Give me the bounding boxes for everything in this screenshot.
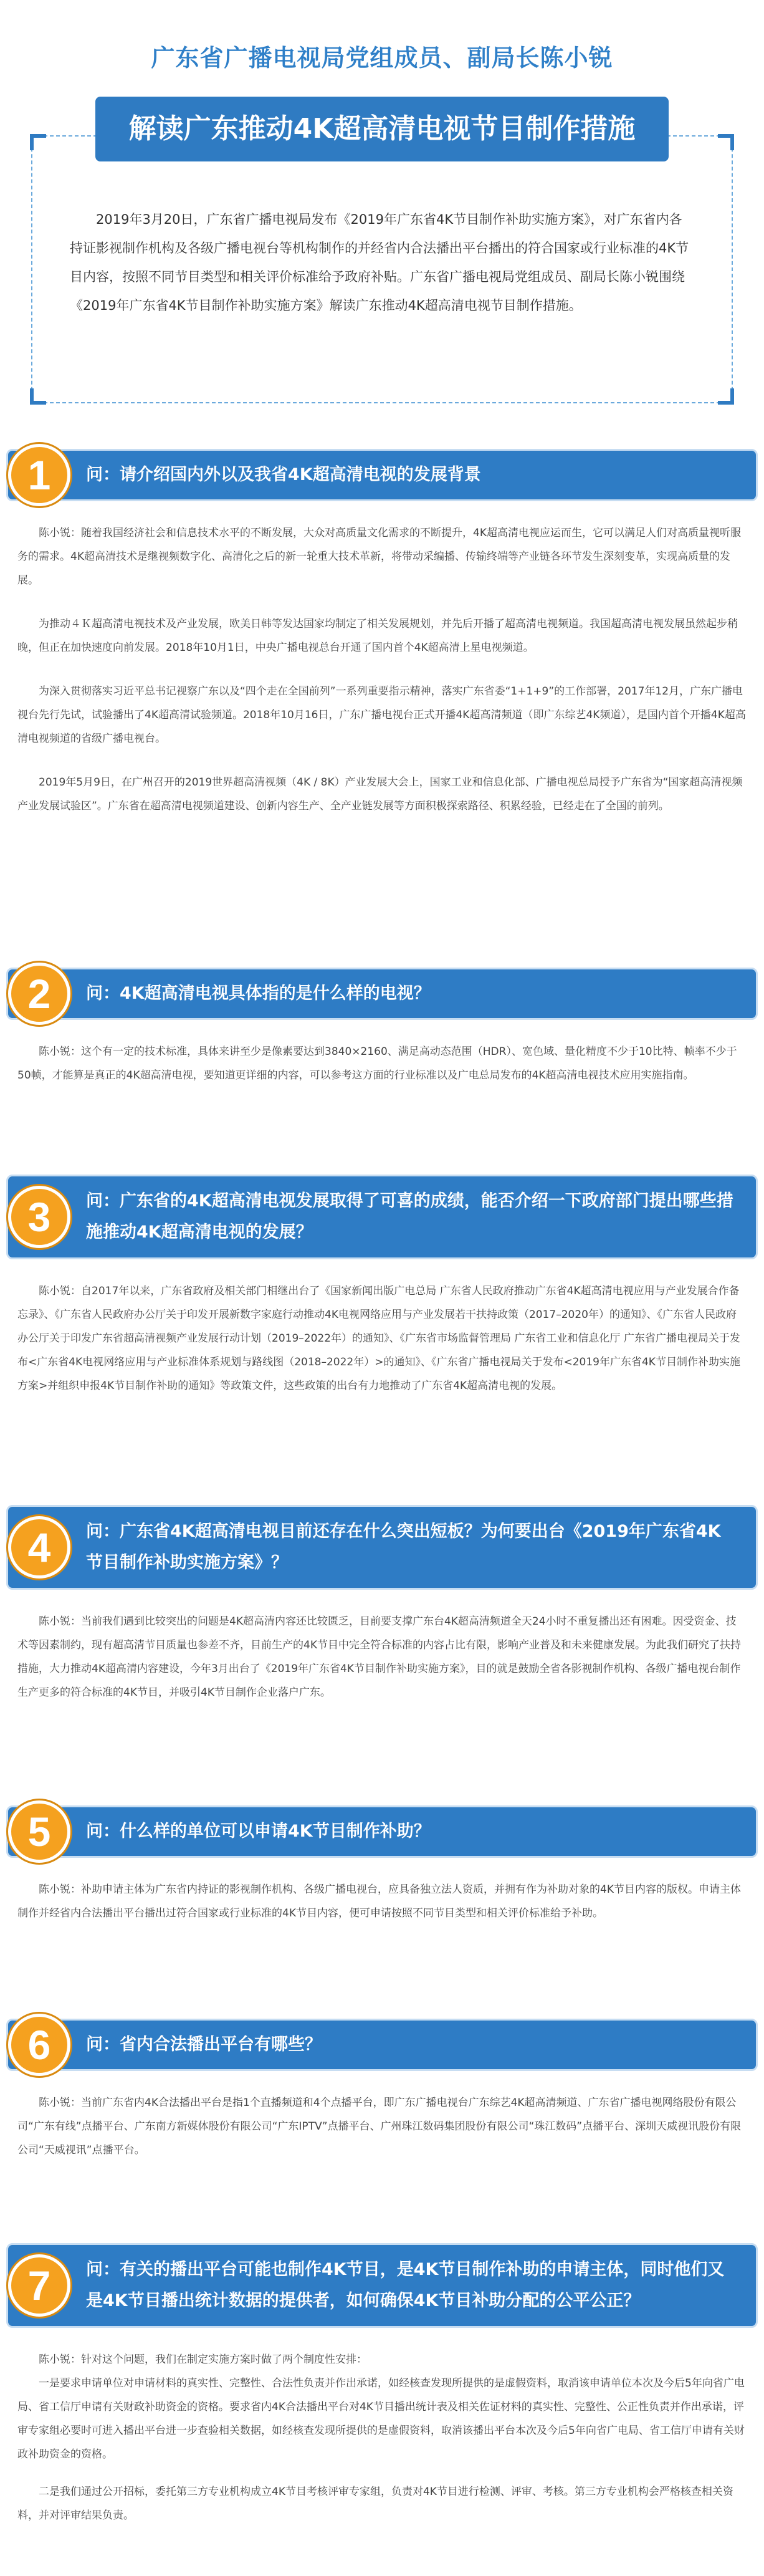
qa-section-1 bbox=[0, 449, 764, 818]
question-bar bbox=[6, 2243, 758, 2328]
answer-paragraph: 一是要求申请单位对申请材料的真实性、完整性、合法性负责并作出承诺，如经核查发现所提供的是虚假资料，取消该申请单位本次及今后5年向省广电局、省工信厅申请有关财政补助资金的资格。要求省内4K合法播出平台对4K节目播出统计表及相关佐证材料的真实性、完整性、公正性负责并作出承诺，评审专家组必要时可进入播出平台进一步查验相关数据，如经核查发现所提供的是虚假资料，取消该播出平台本次及今后5年向省广电局、省工信厅申请有关财政补助资金的资格。 bbox=[17, 2377, 745, 2461]
header bbox=[0, 0, 764, 161]
qa-section-4 bbox=[0, 1505, 764, 1704]
question-bar bbox=[6, 1505, 758, 1590]
question-text: 问：广东省4K超高清电视目前还存在什么突出短板？为何要出台《2019年广东省4K节目制作补助实施方案》？ bbox=[86, 1522, 721, 1572]
question-number-badge: 7 bbox=[8, 2254, 70, 2317]
question-bar bbox=[6, 449, 758, 501]
answer-block bbox=[17, 1040, 747, 1087]
answer-paragraph: 陈小锐：当前广东省内4K合法播出平台是指1个直播频道和4个点播平台，即广东广播电视台广东综艺4K超高清频道、广东省广播电视网络股份有限公司“广东有线”点播平台、广东南方新媒体股份有限公司“广东IPTV”点播平台、广州珠江数码集团股份有限公司“珠江数码”点播平台、深圳天威视讯股份有限公司“天威视讯”点播平台。 bbox=[17, 2097, 742, 2156]
answer-block bbox=[17, 1279, 747, 1398]
answer-paragraph: 为深入贯彻落实习近平总书记视察广东以及“四个走在全国前列”一系列重要指示精神，落实广东省委“1+1+9”的工作部署，2017年12月，广东广播电视台先行先试，试验播出了4K超高清试验频道。2018年10月16日，广东广播电视台正式开播4K超高清频道（即广东综艺4K频道），是国内首个开播4K超高清电视频道的省级广播电视台。 bbox=[17, 685, 746, 745]
question-text: 问：4K超高清电视具体指的是什么样的电视？ bbox=[86, 984, 431, 1003]
corner-decoration bbox=[718, 134, 734, 150]
answer-paragraph: 陈小锐：补助申请主体为广东省内持证的影视制作机构、各级广播电视台，应具备独立法人资质，并拥有作为补助对象的4K节目内容的版权。申请主体制作并经省内合法播出平台播出过符合国家或行业标准的4K节目内容，便可申请按照不同节目类型和相关评价标准给予补助。 bbox=[17, 1883, 741, 1920]
answer-paragraph: 陈小锐：针对这个问题，我们在制定实施方案时做了两个制度性安排： bbox=[39, 2353, 367, 2366]
qa-section-2 bbox=[0, 968, 764, 1087]
answer-block bbox=[17, 1610, 747, 1704]
answer-block bbox=[17, 521, 747, 818]
question-number-badge: 1 bbox=[8, 444, 70, 506]
qa-section-3 bbox=[0, 1175, 764, 1398]
question-bar bbox=[6, 968, 758, 1020]
question-number-badge: 2 bbox=[8, 963, 70, 1025]
qa-section-6 bbox=[0, 2019, 764, 2162]
answer-paragraph: 二是我们通过公开招标，委托第三方专业机构成立4K节目考核评审专家组，负责对4K节目进行检测、评审、考核。第三方专业机构会严格核查相关资料，并对评审结果负责。 bbox=[17, 2486, 733, 2522]
intro-box bbox=[31, 135, 733, 403]
intro-paragraph: 2019年3月20日，广东省广播电视局发布《2019年广东省4K节目制作补助实施方案》，对广东省内各持证影视制作机构及各级广播电视台等机构制作的并经省内合法播出平台播出的符合国家或行业标准的4K节目内容，按照不同节目类型和相关评价标准给予政府补贴。广东省广播电视局党组成员、副局长陈小锐围绕《2019年广东省4K节目制作补助实施方案》解读广东推动4K超高清电视节目制作措施。 bbox=[70, 212, 689, 313]
answer-block bbox=[17, 1878, 747, 1925]
question-bar bbox=[6, 1805, 758, 1858]
corner-decoration bbox=[30, 134, 46, 150]
question-text: 问：省内合法播出平台有哪些？ bbox=[86, 2035, 322, 2054]
corner-decoration bbox=[30, 388, 46, 405]
question-number-badge: 6 bbox=[8, 2014, 70, 2076]
corner-decoration bbox=[718, 388, 734, 405]
qa-section-5 bbox=[0, 1805, 764, 1925]
qa-section-7 bbox=[0, 2243, 764, 2527]
answer-paragraph: 陈小锐：当前我们遇到比较突出的问题是4K超高清内容还比较匮乏，目前要支撑广东台4K超高清频道全天24小时不重复播出还有困难。因受资金、技术等因素制约，现有超高清节目质量也参差不齐，目前生产的4K节目中完全符合标准的内容占比有限，影响产业普及和未来健康发展。为此我们研究了扶持措施，大力推动4K超高清内容建设，今年3月出台了《2019年广东省4K节目制作补助实施方案》，目的就是鼓励全省各影视制作机构、各级广播电视台制作生产更多的符合标准的4K节目，并吸引4K节目制作企业落户广东。 bbox=[17, 1615, 741, 1699]
question-number-badge: 5 bbox=[8, 1800, 70, 1863]
question-text: 问：什么样的单位可以申请4K节目制作补助？ bbox=[86, 1822, 431, 1841]
question-bar bbox=[6, 2019, 758, 2071]
answer-block bbox=[17, 2091, 747, 2162]
question-text: 问：请介绍国内外以及我省4K超高清电视的发展背景 bbox=[86, 465, 481, 484]
question-text: 问：有关的播出平台可能也制作4K节目，是4K节目制作补助的申请主体，同时他们又是4K节目播出统计数据的提供者，如何确保4K节目补助分配的公平公正？ bbox=[86, 2260, 725, 2310]
answer-paragraph: 为推动４Ｋ超高清电视技术及产业发展，欧美日韩等发达国家均制定了相关发展规划，并先后开播了超高清电视频道。我国超高清电视发展虽然起步稍晚，但正在加快速度向前发展。2018年10月1日，中央广播电视总台开通了国内首个4K超高清上星电视频道。 bbox=[17, 618, 738, 654]
page-title: 解读广东推动4K超高清电视节目制作措施 bbox=[95, 97, 669, 161]
answer-paragraph: 陈小锐：这个有一定的技术标准，具体来讲至少是像素要达到3840×2160、满足高动态范围（HDR）、宽色域、量化精度不少于10比特、帧率不少于50帧，才能算是真正的4K超高清电视，要知道更详细的内容，可以参考这方面的行业标准以及广电总局发布的4K超高清电视技术应用实施指南。 bbox=[17, 1045, 737, 1082]
question-text: 问：广东省的4K超高清电视发展取得了可喜的成绩，能否介绍一下政府部门提出哪些措施推动4K超高清电视的发展？ bbox=[86, 1191, 733, 1242]
question-number-badge: 3 bbox=[8, 1186, 70, 1248]
question-bar bbox=[6, 1175, 758, 1259]
answer-paragraph: 陈小锐：随着我国经济社会和信息技术水平的不断发展，大众对高质量文化需求的不断提升，4K超高清电视应运而生，它可以满足人们对高质量视听服务的需求。4K超高清技术是继视频数字化、高清化之后的新一轮重大技术革新，将带动采编播、传输终端等产业链各环节发生深刻变革，实现高质量的发展。 bbox=[17, 527, 741, 587]
question-number-badge: 4 bbox=[8, 1516, 70, 1579]
page-subtitle: 广东省广播电视局党组成员、副局长陈小锐 bbox=[151, 44, 613, 72]
answer-paragraph: 2019年5月9日，在广州召开的2019世界超高清视频（4K / 8K）产业发展大会上，国家工业和信息化部、广播电视总局授予广东省为“国家超高清视频产业发展试验区”。广东省在超高清电视频道建设、创新内容生产、全产业链发展等方面积极探索路径、积累经验，已经走在了全国的前列。 bbox=[17, 776, 743, 812]
answer-paragraph: 陈小锐：自2017年以来，广东省政府及相关部门相继出台了《国家新闻出版广电总局 广东省人民政府推动广东省4K超高清电视应用与产业发展合作备忘录》、《广东省人民政府办公厅关于印发开展新数字家庭行动推动4K电视网络应用与产业发展若干扶持政策（2017–2020年）的通知》、《广东省人民政府办公厅关于印发广东省超高清视频产业发展行动计划（2019–2022年）的通知》、《广东省市场监督管理局 广东省工业和信息化厅 广东省广播电视局关于发布<广东省4K电视网络应用与产业标准体系规划与路线图（2018–2022年）>的通知》、《广东省广播电视局关于发布<2019年广东省4K节目制作补助实施方案>并组织申报4K节目制作补助的通知》等政策文件，这些政策的出台有力地推动了广东省4K超高清电视的发展。 bbox=[17, 1285, 740, 1392]
answer-block bbox=[17, 2348, 747, 2527]
